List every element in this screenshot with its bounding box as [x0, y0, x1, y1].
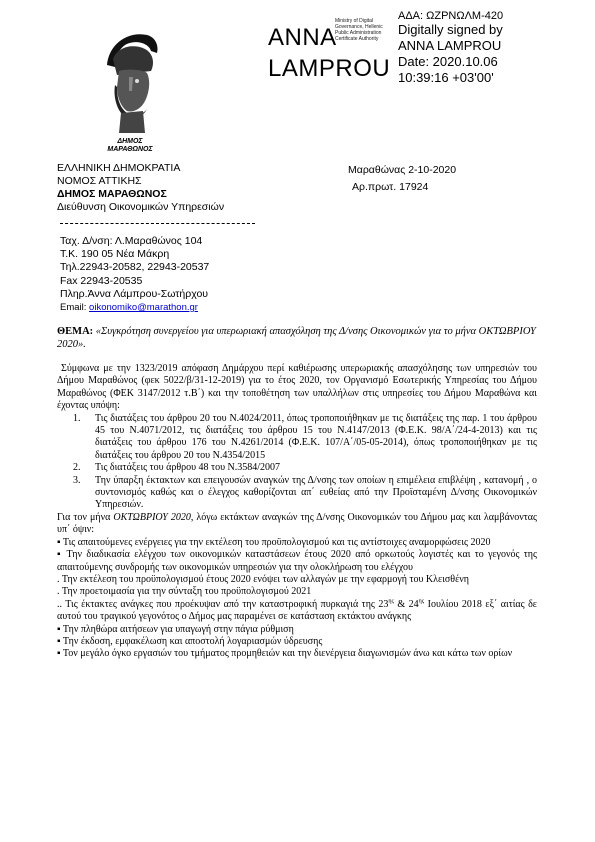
bullet-item: . Την προετοιμασία για την σύνταξη του προϋπολογισμού 2021: [57, 586, 312, 598]
subject-text: «Συγκρότηση συνεργείου για υπερωριακή απασχόληση της Δ/νσης Οικονομικών για το μήνα ΟΚΤΩΒΡΙΟΥ 2020».: [57, 326, 536, 350]
protocol-number: Αρ.πρωτ. 17924: [352, 181, 429, 193]
bullet-item: ▪ Τις απαιτούμενες ενέργειες για την εκτέλεση του προϋπολογισμού και τις αντίστοιχες αναμορφώσεις 2020: [57, 536, 491, 548]
bullet-item: . Την εκτέλεση του προϋπολογισμού έτους 2020 ενόψει των αλλαγών με την εφαρμογή του Κλεισθένη: [57, 573, 470, 585]
signature-name-line2: LAMPROU: [268, 55, 391, 82]
contact-phone: Τηλ.22943-20582, 22943-20537: [60, 261, 210, 274]
bullet-item: ▪ Τον μεγάλο όγκο εργασιών του τμήματος προμηθειών και την διενέργεια διαγωνισμών άνω και κάτω των ορίων: [57, 648, 513, 660]
list-item: 1. Τις διατάξεις του άρθρου 20 του Ν.4024/2011, όπως τροποποιήθηκαν με τις διατάξεις της παρ. 1 του άρθρου 45 του Ν.4071/2012, τις διατάξεις του άρθρου 15 του Ν.4147/2013 (Φ.Ε.Κ. 98/Α΄/24-4-2013) και τις διατάξεις του άρθρου 176 του Ν.4261/2014 (Φ.Ε.Κ. 107/Α΄/05-05-2014), όπως τροποποιήθηκαν με τις διατάξεις του άρθρου 20 του Ν.4354/2015: [73, 412, 537, 461]
document-ref: [348, 162, 456, 196]
bullet-item: ▪ Την διαδικασία ελέγχου των οικονομικών καταστάσεων έτους 2020 από ορκωτούς λογιστές και το γεγονός της απαιτούμενης συνδρομής των οικονομικών υπηρεσιών για την ολοκλήρωση του ελέγχου: [57, 549, 537, 573]
email-label: Email:: [60, 302, 90, 314]
document-body: [57, 363, 537, 661]
signature-line2: ANNA LAMPROU: [398, 38, 502, 53]
header-prefecture: ΝΟΜΟΣ ΑΤΤΙΚΗΣ: [57, 175, 142, 187]
signature-authority-text: Ministry of Digital Governance, Hellenic Public Administration Certificate Authority: [335, 18, 383, 42]
contact-address: Ταχ. Δ/νση: Λ.Μαραθώνος 104: [60, 235, 203, 247]
considerations-list: [57, 413, 537, 512]
header-directorate: Διεύθυνση Οικονομικών Υπηρεσιών: [57, 201, 225, 213]
list-item: 3. Την ύπαρξη έκτακτων και επειγουσών αναγκών της Δ/νσης των οποίων η επιμέλεια επιβλέψη , κατανομή , ο συντονισμός καθώς και ο έλεγχος καθορίζονται απ΄ ευθείας από την Προϊσταμένη Δ/νσης Οικονομικών Υπηρεσιών.: [73, 474, 537, 511]
body-intro: Σύμφωνα με την 1323/2019 απόφαση Δημάρχου περί καθιέρωσης υπερωριακής απασχόλησης των υπηρεσιών του Δήμου Μαραθώνος (φεκ 5022/β/31-12-2019) για το έτος 2020, τον Οργανισμό Εσωτερικής Υπηρεσίας του Δήμου Μαραθώνος (ΦΕΚ 3147/2012 τ.Β΄) και την τοποθέτηση των υπαλλήλων στις υπηρεσίες του Δήμου Μαραθώνα και έχοντας υπόψη:: [57, 363, 537, 412]
contact-info: Πληρ.Άννα Λάμπρου-Σωτήρχου: [60, 287, 209, 300]
logo-caption-line2: ΜΑΡΑΘΩΝΟΣ: [107, 146, 153, 153]
bullet-item: ▪ Την έκδοση, εμφακέλωση και αποστολή λογαριασμών ύδρευσης: [57, 635, 323, 647]
list-item: 2. Τις διατάξεις του άρθρου 48 του Ν.3584/2007: [73, 462, 281, 474]
header-municipality: ΔΗΜΟΣ ΜΑΡΑΘΩΝΟΣ: [57, 188, 167, 200]
month-paragraph: Για τον μήνα ΟΚΤΩΒΡΙΟΥ 2020, λόγω εκτάκτων αναγκών της Δ/νσης Οικονομικών του Δήμου μας και λαμβάνοντας υπ΄ όψιν:: [57, 511, 537, 536]
subject-label: ΘΕΜΑ:: [57, 326, 94, 337]
logo-caption: [100, 138, 160, 154]
signature-ada: ΑΔΑ: ΩΖΡΝΩΛΜ-420: [398, 10, 504, 22]
bullet-item: .. Τις έκτακτες ανάγκες που προέκυψαν από την καταστροφική πυρκαγιά της $23^{\eta\varsigma}$ & $24^{\eta\varsigma}$ Ιουλίου 2018 εξ΄ αιτίας δε αυτού του τραγικού γεγονότος ο Δήμος μας παραμένει σε κατάσταση εκτάκτου ανάγκης: [57, 598, 538, 623]
logo-caption-line1: ΔΗΜΟΣ: [117, 138, 143, 145]
athena-head-icon: [95, 25, 165, 140]
municipality-logo: [95, 25, 165, 145]
contact-postal: Τ.Κ. 190 05 Νέα Μάκρη: [60, 248, 170, 261]
signature-line1: Digitally signed by: [398, 22, 503, 37]
sender-header: [57, 162, 224, 214]
email-link[interactable]: oikonomiko@marathon.gr: [89, 302, 198, 314]
contact-fax: Fax 22943-20535: [60, 274, 143, 287]
bullet-item: ▪ Την πληθώρα αιτήσεων για υπαγωγή στην πάγια ρύθμιση: [57, 623, 294, 635]
place-date: Μαραθώνας 2-10-2020: [348, 164, 457, 176]
subject: [57, 325, 537, 351]
separator-line: [60, 223, 255, 224]
signature-name-line1: ANNA: [268, 24, 337, 51]
contact-email-row: [60, 301, 209, 314]
signature-details: [398, 10, 503, 86]
signature-line3: Date: 2020.10.06: [398, 54, 498, 69]
header-country: ΕΛΛΗΝΙΚΗ ΔΗΜΟΚΡΑΤΙΑ: [57, 162, 181, 174]
signature-line4: 10:39:16 +03'00': [398, 70, 494, 85]
contact-block: [60, 235, 209, 314]
